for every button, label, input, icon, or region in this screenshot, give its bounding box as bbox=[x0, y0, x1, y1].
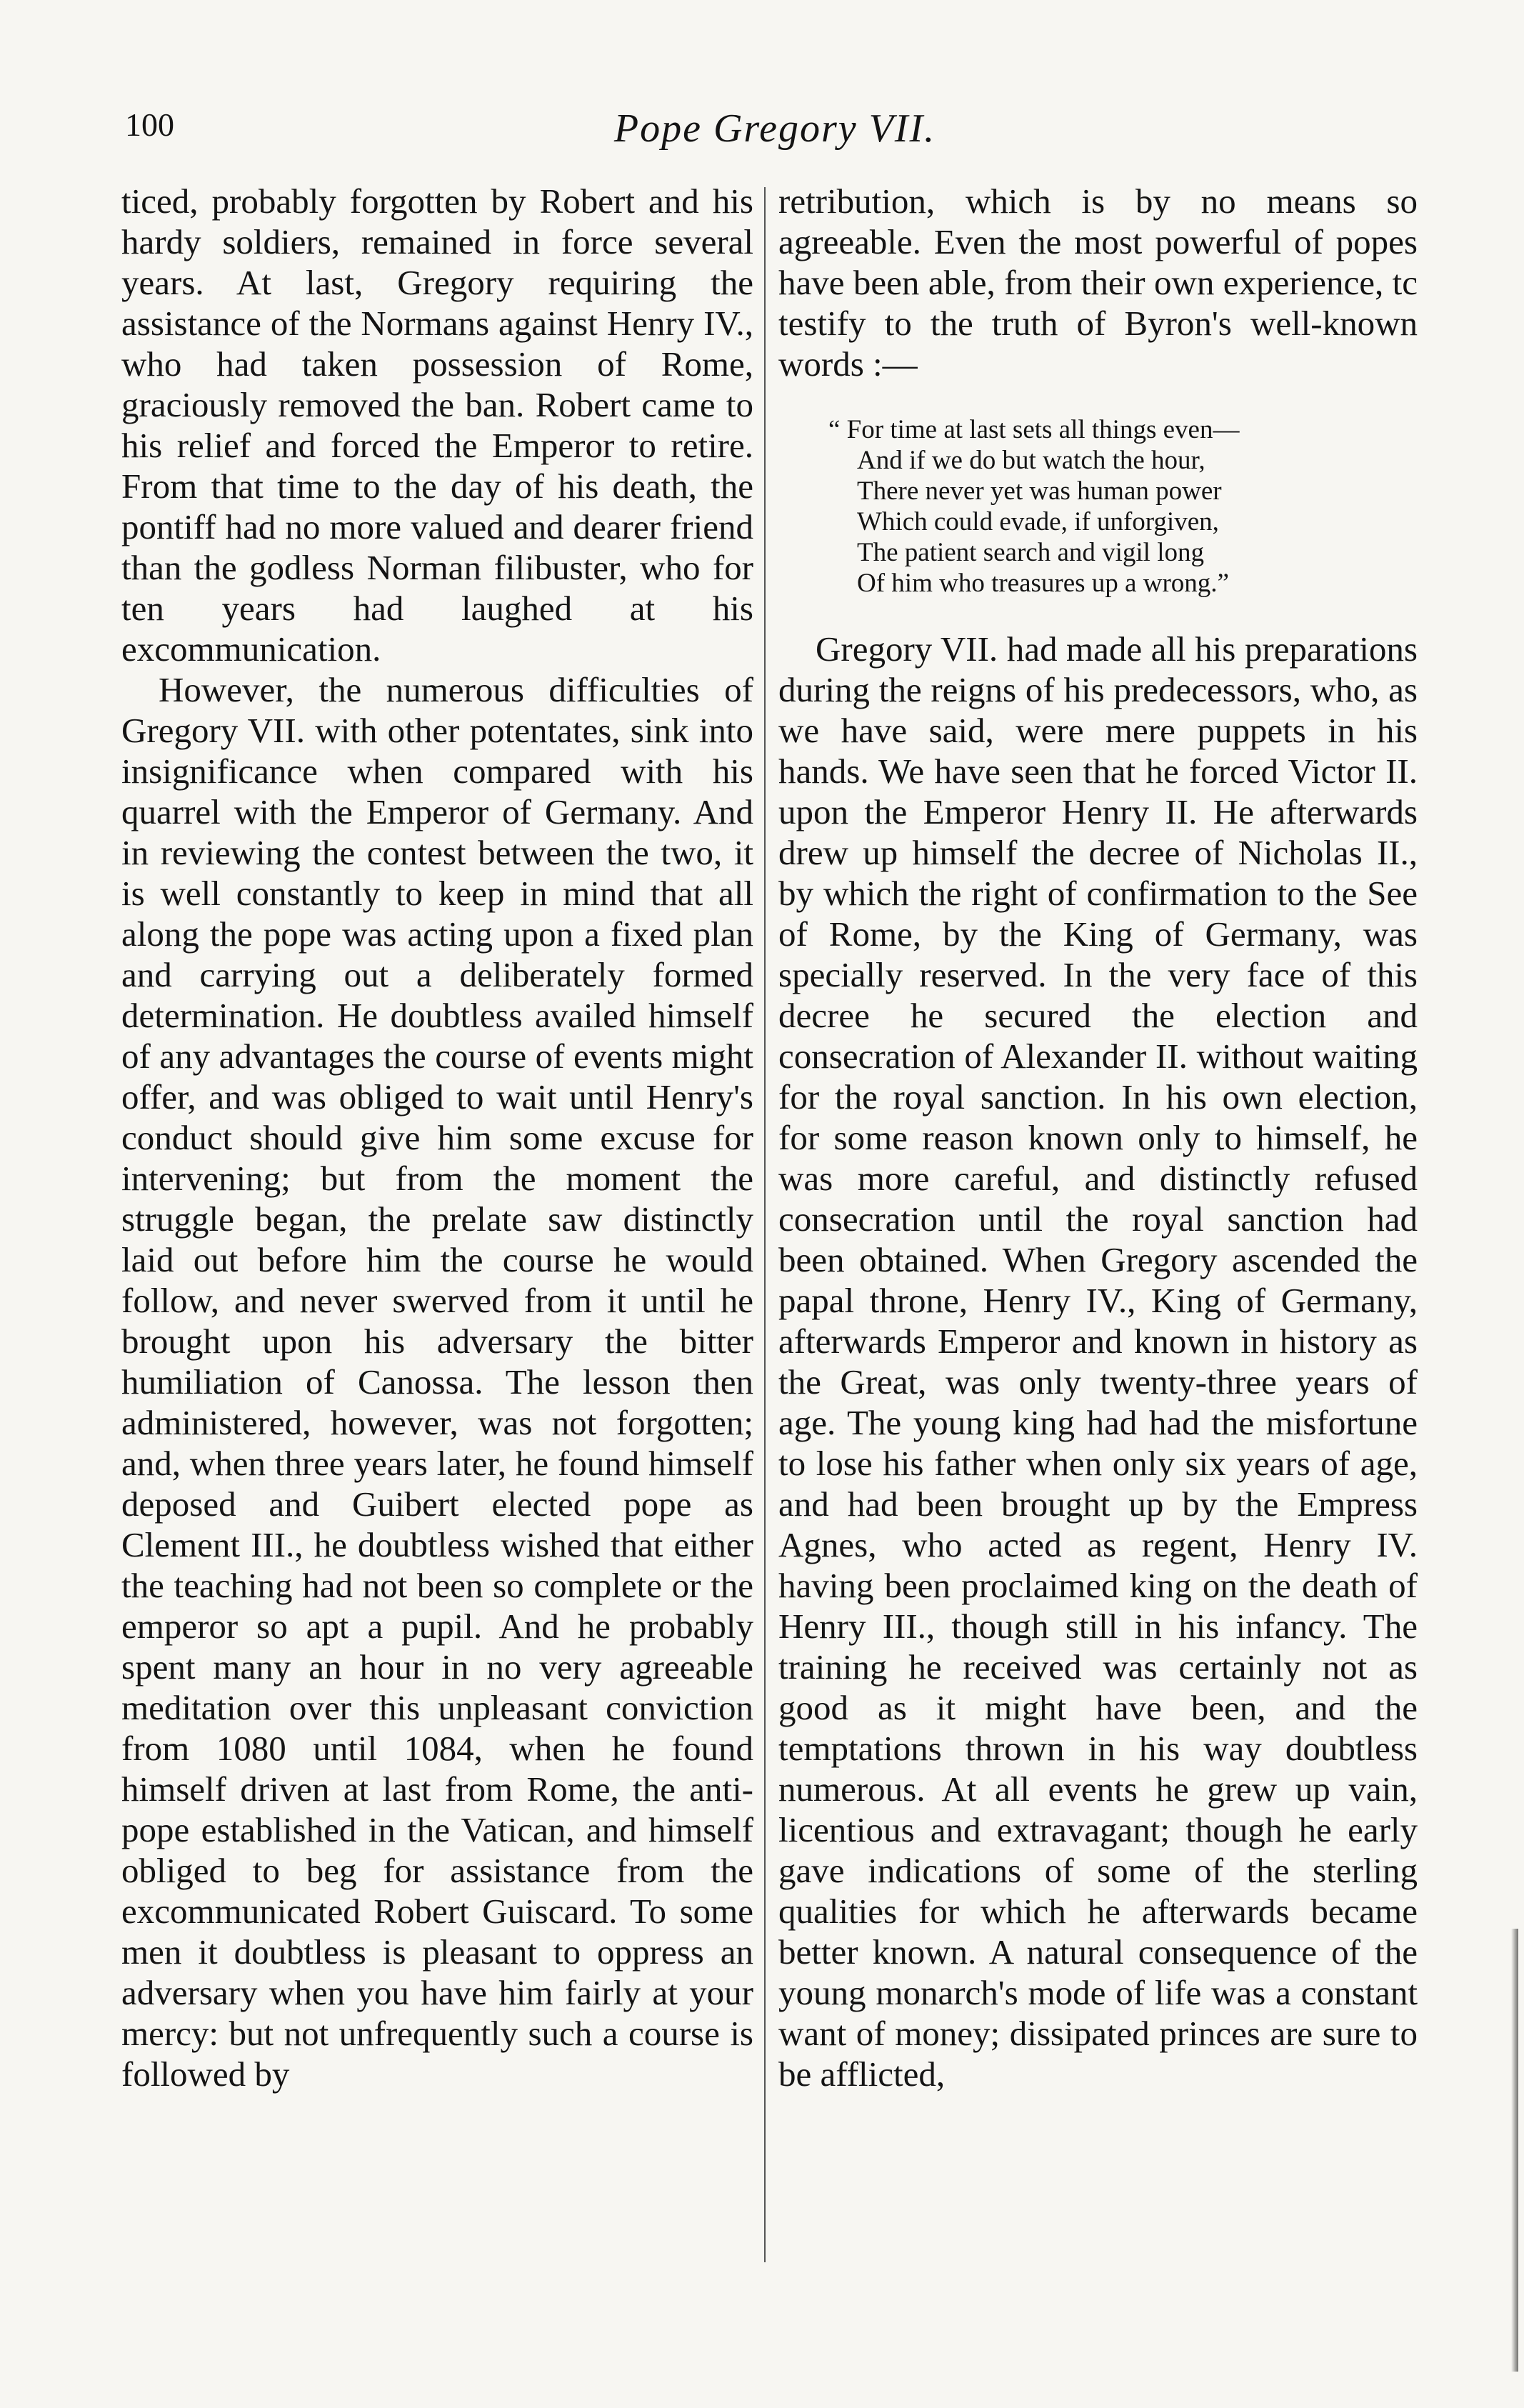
left-column bbox=[121, 181, 753, 2094]
right-paragraph-2: Gregory VII. had made all his preparations during the reigns of his predecessors, who, as we have said, were mere puppets in his hands. We have seen that he forced Victor II. upon the Emperor Henry II. He afterwards drew up himself the decree of Nicholas II., by which the right of confirmation to the See of Rome, by the King of Germany, was specially reserved. In the very face of this decree he secured the election and consecration of Alexander II. without waiting for the royal sanction. In his own election, for some reason known only to himself, he was more careful, and distinctly refused consecration until the royal sanction had been obtained. When Gregory ascended the papal throne, Henry IV., King of Germany, afterwards Emperor and known in history as the Great, was only twenty-three years of age. The young king had had the misfortune to lose his father when only six years of age, and had been brought up by the Empress Agnes, who acted as regent, Henry IV. having been proclaimed king on the death of Henry III., though still in his infancy. The training he received was certainly not as good as it might have been, and the temptations thrown in his way doubtless numerous. At all events he grew up vain, licentious and extravagant; though he early gave indications of some of the sterling qualities for which he afterwards became better known. A natural consequence of the young monarch's mode of life was a constant want of money; dissipated princes are sure to be afflicted, bbox=[778, 629, 1418, 2094]
page-edge-shadow bbox=[1511, 1929, 1518, 2372]
poem-line: There never yet was human power bbox=[857, 476, 1222, 506]
left-paragraph-1: ticed, probably forgotten by Robert and his hardy soldiers, remained in force several years. At last, Gregory requiring the assistance of the Normans against Henry IV., who had taken possession of Rome, graciously removed the ban. Robert came to his relief and forced the Emperor to retire. From that time to the day of his death, the pontiff had no more valued and dearer friend than the godless Norman filibuster, who for ten years had laughed at his excommunication. bbox=[121, 181, 753, 669]
column-divider bbox=[764, 187, 766, 2262]
poem-line: And if we do but watch the hour, bbox=[857, 446, 1205, 475]
poem-line: “ For time at last sets all things even— bbox=[828, 415, 1240, 444]
running-head: Pope Gregory VII. bbox=[613, 106, 936, 151]
page-number: 100 bbox=[125, 106, 174, 143]
left-paragraph-2: However, the numerous difficulties of Gregory VII. with other potentates, sink into insignificance when compared with his quarrel with the Emperor of Germany. And in reviewing the contest between the two, it is well constantly to keep in mind that all along the pope was acting upon a fixed plan and carrying out a deliberately formed determination. He doubtless availed himself of any advantages the course of events might offer, and was obliged to wait until Henry's conduct should give him some excuse for intervening; but from the moment the struggle began, the prelate saw distinctly laid out before him the course he would follow, and never swerved from it until he brought upon his adversary the bitter humiliation of Canossa. The lesson then administered, however, was not forgotten; and, when three years later, he found himself deposed and Guibert elected pope as Clement III., he doubtless wished that either the teaching had not been so complete or the emperor so apt a pupil. And he probably spent many an hour in no very agreeable meditation over this unpleasant conviction from 1080 until 1084, when he found himself driven at last from Rome, the anti-pope established in the Vatican, and himself obliged to beg for assistance from the excommunicated Robert Guiscard. To some men it doubtless is pleasant to oppress an adversary when you have him fairly at your mercy: but not unfrequently such a course is followed by bbox=[121, 670, 753, 2094]
poem-line: Which could evade, if unforgiven, bbox=[857, 507, 1219, 536]
poem-line: The patient search and vigil long bbox=[857, 538, 1204, 567]
poem-line: Of him who treasures up a wrong.” bbox=[857, 569, 1229, 598]
page-header bbox=[125, 106, 1425, 163]
byron-quote bbox=[828, 414, 1418, 599]
right-column bbox=[778, 181, 1418, 2094]
right-paragraph-1: retribution, which is by no means so agreeable. Even the most powerful of popes have been able, from their own experience, tc testify to the truth of Byron's well-known words :— bbox=[778, 181, 1418, 384]
